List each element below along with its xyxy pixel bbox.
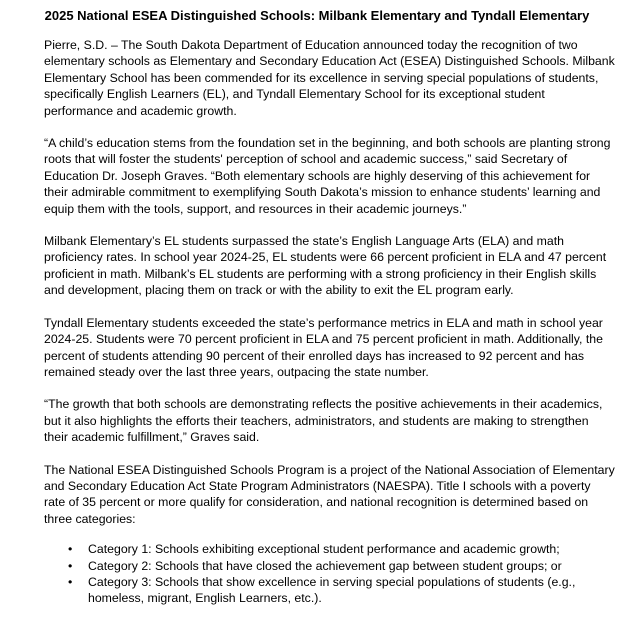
paragraph-tyndall: Tyndall Elementary students exceeded the state’s performance metrics in ELA and math in school year 2024-25. Students were 70 percent proficient in ELA and 75 percent proficient in math. Additionally, the percent of students attending 90 percent of their enrolled days has increased to 92 percent and has remained steady over the last three years, outpacing the state number. bbox=[44, 315, 603, 379]
paragraph-secretary-quote: “A child’s education stems from the foundation set in the beginning, and both schools are planting strong roots that will foster the students' perception of school and academic success,” said Secretary of Education Dr. Joseph Graves. “Both elementary schools are highly deserving of this achievement for their admirable commitment to exemplifying South Dakota’s mission to enhance students’ learning and equip them with the tools, support, and resources in their academic journeys.” bbox=[44, 136, 611, 216]
category-1-text: Category 1: Schools exhibiting exceptional student performance and academic growth; bbox=[88, 542, 560, 557]
paragraph-announcement: Pierre, S.D. – The South Dakota Department of Education announced today the recognition of two elementary schools as Elementary and Secondary Education Act (ESEA) Distinguished Schools. Milbank Elementary School has been commended for its excellence in serving special populations of students, specifically English Learners (EL), and Tyndall Elementary School for its exceptional student performance and academic growth. bbox=[44, 38, 615, 118]
category-2-text: Category 2: Schools that have closed the achievement gap between student groups; or bbox=[88, 558, 562, 573]
bullet-icon: • bbox=[68, 558, 73, 573]
document-title: 2025 National ESEA Distinguished Schools: Milbank Elementary and Tyndall Elementary bbox=[44, 8, 590, 23]
category-3-text: Category 3: Schools that show excellence in serving special populations of students (e.g., homeless, migrant, English Learners, etc.). bbox=[88, 574, 576, 606]
paragraph-graves-quote: “The growth that both schools are demonstrating reflects the positive achievements in their academics, but it also highlights the efforts their teachers, administrators, and students are making to strengthen their academic fulfillment,” Graves said. bbox=[44, 397, 603, 445]
list-item bbox=[68, 558, 615, 574]
list-item bbox=[68, 541, 615, 557]
bullet-icon: • bbox=[68, 542, 73, 557]
category-list bbox=[44, 541, 615, 607]
bullet-icon: • bbox=[68, 574, 73, 589]
paragraph-program: The National ESEA Distinguished Schools Program is a project of the National Association of Elementary and Secondary Education Act State Program Administrators (NAESPA). Title I schools with a poverty rate of 35 percent or more qualify for consideration, and national recognition is determined based on three categories: bbox=[44, 462, 615, 526]
list-item bbox=[68, 574, 615, 607]
paragraph-milbank: Milbank Elementary’s EL students surpassed the state’s English Language Arts (ELA) and math proficiency rates. In school year 2024-25, EL students were 66 percent proficient in ELA and 47 percent proficient in math. Milbank’s EL students are performing with a strong proficiency in their English skills and development, placing them on track or with the ability to exit the EL program early. bbox=[44, 234, 607, 298]
